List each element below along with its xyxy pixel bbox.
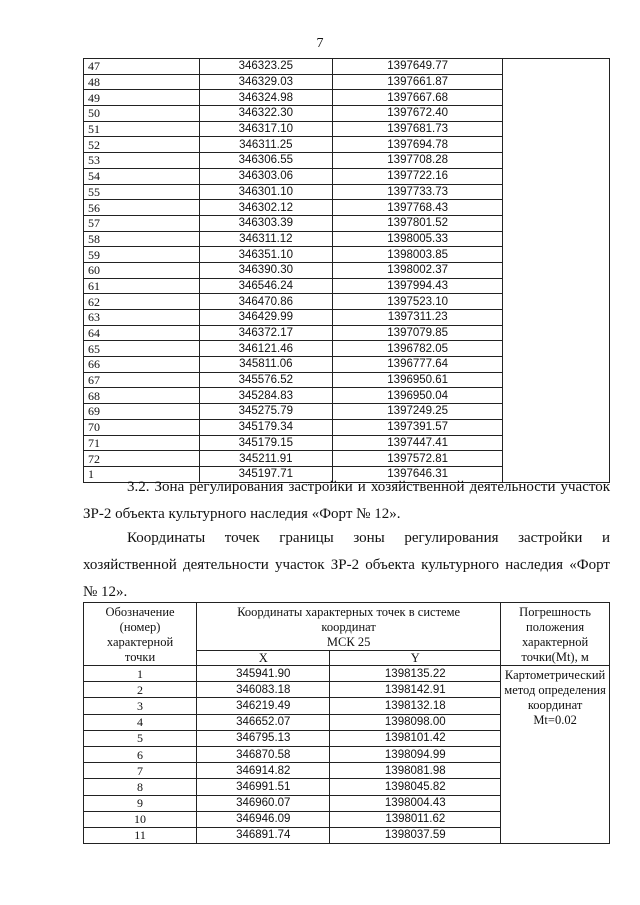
coord-y: 1397801.52 [332,215,502,231]
header-line: точки(Mt), м [521,650,589,664]
method-line: Mt=0.02 [533,713,577,727]
coord-y: 1396777.64 [332,357,502,373]
point-number: 69 [84,404,200,420]
header-line: (номер) [119,620,161,634]
header-y: Y [330,651,501,666]
header-line: характерной [106,635,174,649]
coord-x: 345179.15 [199,435,332,451]
point-number: 8 [84,779,197,795]
point-number: 55 [84,184,200,200]
coordinates-table-continued [83,58,610,483]
point-number: 57 [84,215,200,231]
coord-x: 346652.07 [197,714,330,730]
section-heading: 3.2. Зона регулирования застройки и хозяйственной деятельности участок ЗР-2 объекта культурного наследия «Форт № 12». [83,479,610,522]
coord-x: 346351.10 [199,247,332,263]
coord-y: 1397672.40 [332,106,502,122]
header-line: Координаты характерных точек в системе [237,605,461,619]
point-number: 11 [84,827,197,843]
coord-y: 1397079.85 [332,325,502,341]
coord-x: 346324.98 [199,90,332,106]
method-line: координат [527,698,583,712]
point-number: 1 [84,666,197,682]
coord-y: 1397311.23 [332,310,502,326]
method-line: метод определения [504,683,606,697]
method-line: Картометрический [504,668,606,682]
point-number: 52 [84,137,200,153]
coord-x: 346219.49 [197,698,330,714]
coord-x: 346323.25 [199,59,332,75]
coordinates-table-zr2 [83,602,610,844]
point-number: 68 [84,388,200,404]
point-number: 54 [84,168,200,184]
coord-y: 1397649.77 [332,59,502,75]
coord-y: 1398098.00 [330,714,501,730]
coord-y: 1398011.62 [330,811,501,827]
point-number: 50 [84,106,200,122]
point-number: 5 [84,730,197,746]
point-number: 53 [84,153,200,169]
coord-y: 1398002.37 [332,262,502,278]
table-header [84,603,610,666]
coord-x: 346311.25 [199,137,332,153]
coord-y: 1398135.22 [330,666,501,682]
point-number: 60 [84,262,200,278]
coord-x: 345275.79 [199,404,332,420]
header-line: положения [526,620,585,634]
header-line: Обозначение [105,605,175,619]
coord-x: 346914.82 [197,763,330,779]
coord-y: 1397391.57 [332,419,502,435]
coord-y: 1398081.98 [330,763,501,779]
coord-y: 1398045.82 [330,779,501,795]
coord-x: 345576.52 [199,372,332,388]
header-x: X [197,651,330,666]
point-number: 66 [84,357,200,373]
coord-y: 1397667.68 [332,90,502,106]
coord-y: 1396950.61 [332,372,502,388]
coord-x: 346306.55 [199,153,332,169]
point-number: 47 [84,59,200,75]
coord-x: 345941.90 [197,666,330,682]
coord-y: 1397694.78 [332,137,502,153]
coord-y: 1398142.91 [330,682,501,698]
coord-y: 1396782.05 [332,341,502,357]
point-number: 71 [84,435,200,451]
header-error [501,603,610,666]
coord-x: 346083.18 [197,682,330,698]
point-number: 48 [84,74,200,90]
coord-x: 346301.10 [199,184,332,200]
point-number: 6 [84,746,197,762]
point-number: 61 [84,278,200,294]
coord-y: 1398004.43 [330,795,501,811]
point-number: 64 [84,325,200,341]
coord-x: 346303.06 [199,168,332,184]
coord-x: 346429.99 [199,310,332,326]
coord-y: 1398003.85 [332,247,502,263]
table-body [84,666,610,844]
coord-x: 345211.91 [199,451,332,467]
coord-y: 1397447.41 [332,435,502,451]
coord-y: 1398101.42 [330,730,501,746]
coord-y: 1398037.59 [330,827,501,843]
coord-x: 346470.86 [199,294,332,310]
coord-x: 346546.24 [199,278,332,294]
point-number: 2 [84,682,197,698]
page-number: 7 [316,36,324,51]
point-number: 59 [84,247,200,263]
point-number: 67 [84,372,200,388]
point-number: 63 [84,310,200,326]
coord-y: 1397572.81 [332,451,502,467]
coord-x: 346991.51 [197,779,330,795]
coord-x: 346311.12 [199,231,332,247]
header-line: точки [124,650,156,664]
coord-y: 1397646.31 [332,466,502,482]
point-number: 10 [84,811,197,827]
coord-x: 345811.06 [199,357,332,373]
coord-y: 1397722.16 [332,168,502,184]
header-line: координат [321,620,376,634]
coord-x: 346303.39 [199,215,332,231]
error-cell-empty [503,59,610,483]
coord-x: 345197.71 [199,466,332,482]
coord-y: 1397708.28 [332,153,502,169]
coord-x: 346390.30 [199,262,332,278]
header-line: Погрешность [519,605,591,619]
coord-y: 1397523.10 [332,294,502,310]
coord-x: 346322.30 [199,106,332,122]
point-number: 72 [84,451,200,467]
point-number: 49 [84,90,200,106]
coord-x: 346870.58 [197,746,330,762]
point-number: 1 [84,466,200,482]
point-number: 4 [84,714,197,730]
coord-x: 346960.07 [197,795,330,811]
coord-y: 1398005.33 [332,231,502,247]
coord-y: 1397661.87 [332,74,502,90]
coord-y: 1398132.18 [330,698,501,714]
coord-x: 346302.12 [199,200,332,216]
coordinates-intro: Координаты точек границы зоны регулирования застройки и хозяйственной деятельности участок ЗР-2 объекта культурного наследия «Форт № 12». [83,530,610,600]
coord-y: 1397681.73 [332,121,502,137]
coord-y: 1396950.04 [332,388,502,404]
coord-x: 346372.17 [199,325,332,341]
method-cell [501,666,610,844]
coord-y: 1397768.43 [332,200,502,216]
coord-y: 1397994.43 [332,278,502,294]
point-number: 58 [84,231,200,247]
coord-y: 1397249.25 [332,404,502,420]
coord-y: 1397733.73 [332,184,502,200]
coord-x: 346795.13 [197,730,330,746]
point-number: 7 [84,763,197,779]
point-number: 9 [84,795,197,811]
table-row [84,59,610,75]
coord-x: 345284.83 [199,388,332,404]
coord-x: 346329.03 [199,74,332,90]
coord-y: 1398094.99 [330,746,501,762]
point-number: 70 [84,419,200,435]
header-designation [84,603,197,666]
point-number: 62 [84,294,200,310]
coord-x: 346946.09 [197,811,330,827]
header-line: характерной [521,635,589,649]
coord-x: 346317.10 [199,121,332,137]
header-line: МСК 25 [326,635,371,649]
point-number: 56 [84,200,200,216]
coord-x: 345179.34 [199,419,332,435]
coord-x: 346891.74 [197,827,330,843]
table-row [84,666,610,682]
point-number: 65 [84,341,200,357]
header-coordinates [197,603,501,651]
table-body [84,59,610,483]
point-number: 51 [84,121,200,137]
point-number: 3 [84,698,197,714]
coord-x: 346121.46 [199,341,332,357]
